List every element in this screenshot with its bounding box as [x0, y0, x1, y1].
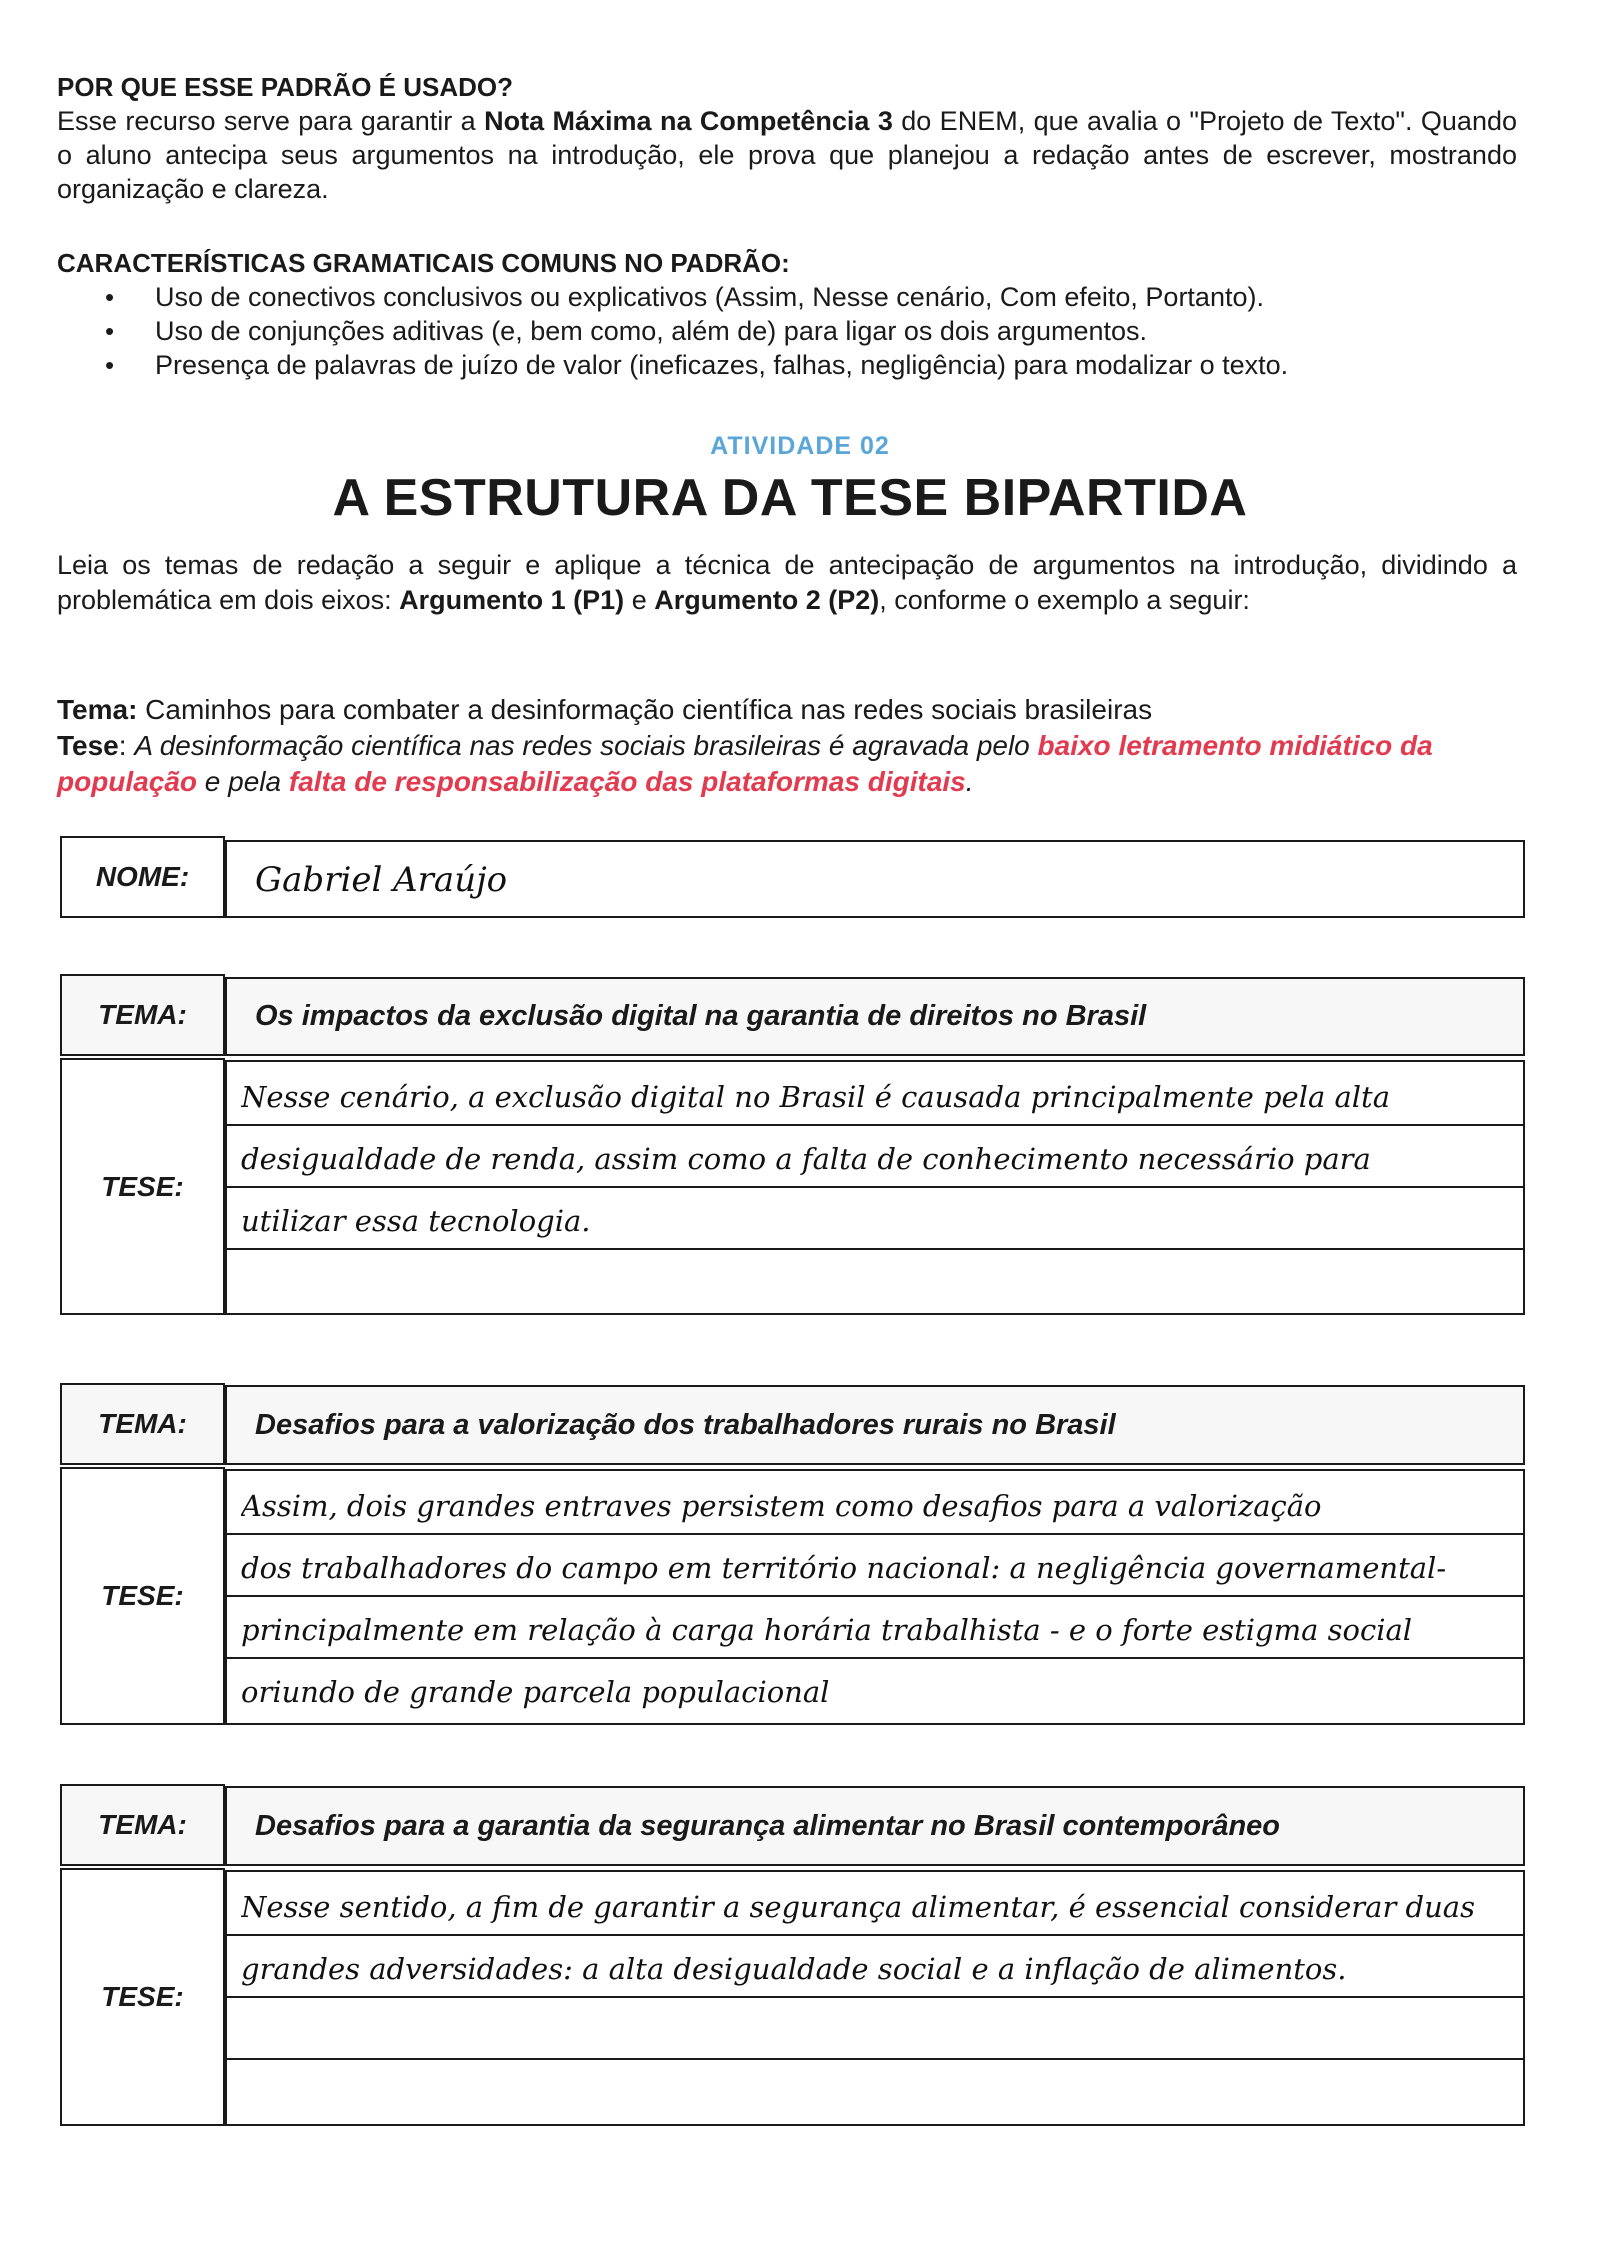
example-tese-text: . [965, 766, 974, 797]
paragraph-text: Esse recurso serve para garantir a [57, 106, 485, 136]
tese-line-text: Assim, dois grandes entraves persistem como desafios para a valorização [241, 1489, 1322, 1523]
tese-label: TESE: [101, 1580, 184, 1611]
example-tese-text: e pela [197, 766, 289, 797]
instr-text: , conforme o exemplo a seguir: [879, 585, 1250, 615]
example-highlight-p2: falta de responsabilização das plataformas digitais [288, 766, 966, 797]
colon: : [118, 730, 135, 761]
tese-label: TESE: [101, 1170, 184, 1202]
list-item: • Uso de conectivos conclusivos ou explicativos (Assim, Nesse cenário, Com efeito, Portanto). [57, 280, 1517, 314]
features-list [57, 280, 1517, 382]
nome-value: Gabriel Araújo [255, 860, 508, 900]
tese-line [227, 1250, 1523, 1315]
activity-title: A ESTRUTURA DA TESE BIPARTIDA [332, 469, 1248, 527]
list-item: • Presença de palavras de juízo de valor (ineficazes, falhas, negligência) para modalizar o texto. [57, 348, 1517, 382]
tema-label: TEMA: [98, 1408, 187, 1439]
tema-2: Desafios para a valorização dos trabalhadores rurais no Brasil [225, 1385, 1525, 1465]
section-heading-why: POR QUE ESSE PADRÃO É USADO? [57, 72, 514, 102]
tese-label-cell [60, 1868, 225, 2126]
tese-line [227, 1872, 1523, 1936]
example-tese-text: A desinformação científica nas redes sociais brasileiras é agravada pelo [134, 730, 1038, 761]
tese-line-text: principalmente em relação à carga horária trabalhista - e o forte estigma social [241, 1613, 1413, 1647]
example-tema-text: Caminhos para combater a desinformação científica nas redes sociais brasileiras [137, 694, 1153, 725]
tese-line [227, 1597, 1523, 1659]
tese-line-text: grandes adversidades: a alta desigualdade social e a inflação de alimentos. [241, 1952, 1347, 1986]
tese-label-cell [60, 1467, 225, 1725]
tese-line [227, 1471, 1523, 1535]
example-tese-label: Tese [57, 730, 119, 761]
tese-label: TESE: [101, 1981, 184, 2012]
example-tema [57, 692, 1527, 728]
instr-bold: Argumento 2 (P2) [654, 585, 880, 615]
tema-3: Desafios para a garantia da segurança alimentar no Brasil contemporâneo [225, 1786, 1525, 1866]
tese-line-text: oriundo de grande parcela populacional [241, 1675, 830, 1709]
tese-line [227, 2060, 1523, 2126]
example-tese [57, 728, 1527, 800]
tema-label-cell [60, 1784, 225, 1866]
activity-label: ATIVIDADE 02 [710, 432, 890, 460]
example-highlight-p1: baixo letramento midiático da população [57, 730, 1433, 797]
tese-line-text: dos trabalhadores do campo em território nacional: a negligência governamental- [241, 1551, 1447, 1585]
tese-line-text: Nesse cenário, a exclusão digital no Brasil é causada principalmente pela alta [241, 1080, 1390, 1114]
paragraph-text: do ENEM, que avalia o "Projeto de Texto". Quando o aluno antecipa seus argumentos na introdução, ele prova que planejou a redação antes de escrever, mostrando organização e clareza. [57, 106, 1517, 204]
tese-line [227, 1659, 1523, 1725]
tese-3-field[interactable] [225, 1870, 1525, 2126]
tema-label: TEMA: [98, 1809, 187, 1840]
tema-label-cell [60, 1383, 225, 1465]
tese-1-field[interactable] [225, 1060, 1525, 1315]
tese-line [227, 1535, 1523, 1597]
instr-text: e [624, 585, 655, 615]
tese-2-field[interactable] [225, 1469, 1525, 1725]
tema-label-cell [60, 974, 225, 1056]
nome-field[interactable] [225, 840, 1525, 918]
section-paragraph-why [57, 104, 1517, 206]
tese-line [227, 1936, 1523, 1998]
instr-bold: Argumento 1 (P1) [399, 585, 625, 615]
paragraph-bold-text: Nota Máxima na Competência 3 [484, 106, 893, 136]
activity-instructions [57, 548, 1517, 618]
example-tema-label: Tema: [57, 694, 138, 725]
example-block [57, 692, 1527, 800]
tese-line [227, 1062, 1523, 1126]
tese-line-text: desigualdade de renda, assim como a falta de conhecimento necessário para [241, 1142, 1371, 1176]
instr-text: Leia os temas de redação a seguir e aplique a técnica de antecipação de argumentos na introdução, dividindo a problemática em dois eixos: [57, 550, 1517, 615]
nome-label-cell [60, 836, 225, 918]
nome-label: NOME: [95, 861, 190, 892]
tese-line-text: Nesse sentido, a fim de garantir a segurança alimentar, é essencial considerar duas [241, 1890, 1475, 1924]
tese-label-cell [60, 1058, 225, 1315]
section-heading-features: CARACTERÍSTICAS GRAMATICAIS COMUNS NO PADRÃO: [57, 248, 790, 278]
intro-section [57, 70, 1517, 382]
tese-line [227, 1126, 1523, 1188]
tese-line [227, 1998, 1523, 2060]
list-item: • Uso de conjunções aditivas (e, bem como, além de) para ligar os dois argumentos. [57, 314, 1517, 348]
tema-label: TEMA: [98, 999, 187, 1030]
tema-1: Os impactos da exclusão digital na garantia de direitos no Brasil [225, 977, 1525, 1056]
tese-line [227, 1188, 1523, 1250]
tese-line-text: utilizar essa tecnologia. [241, 1204, 591, 1238]
